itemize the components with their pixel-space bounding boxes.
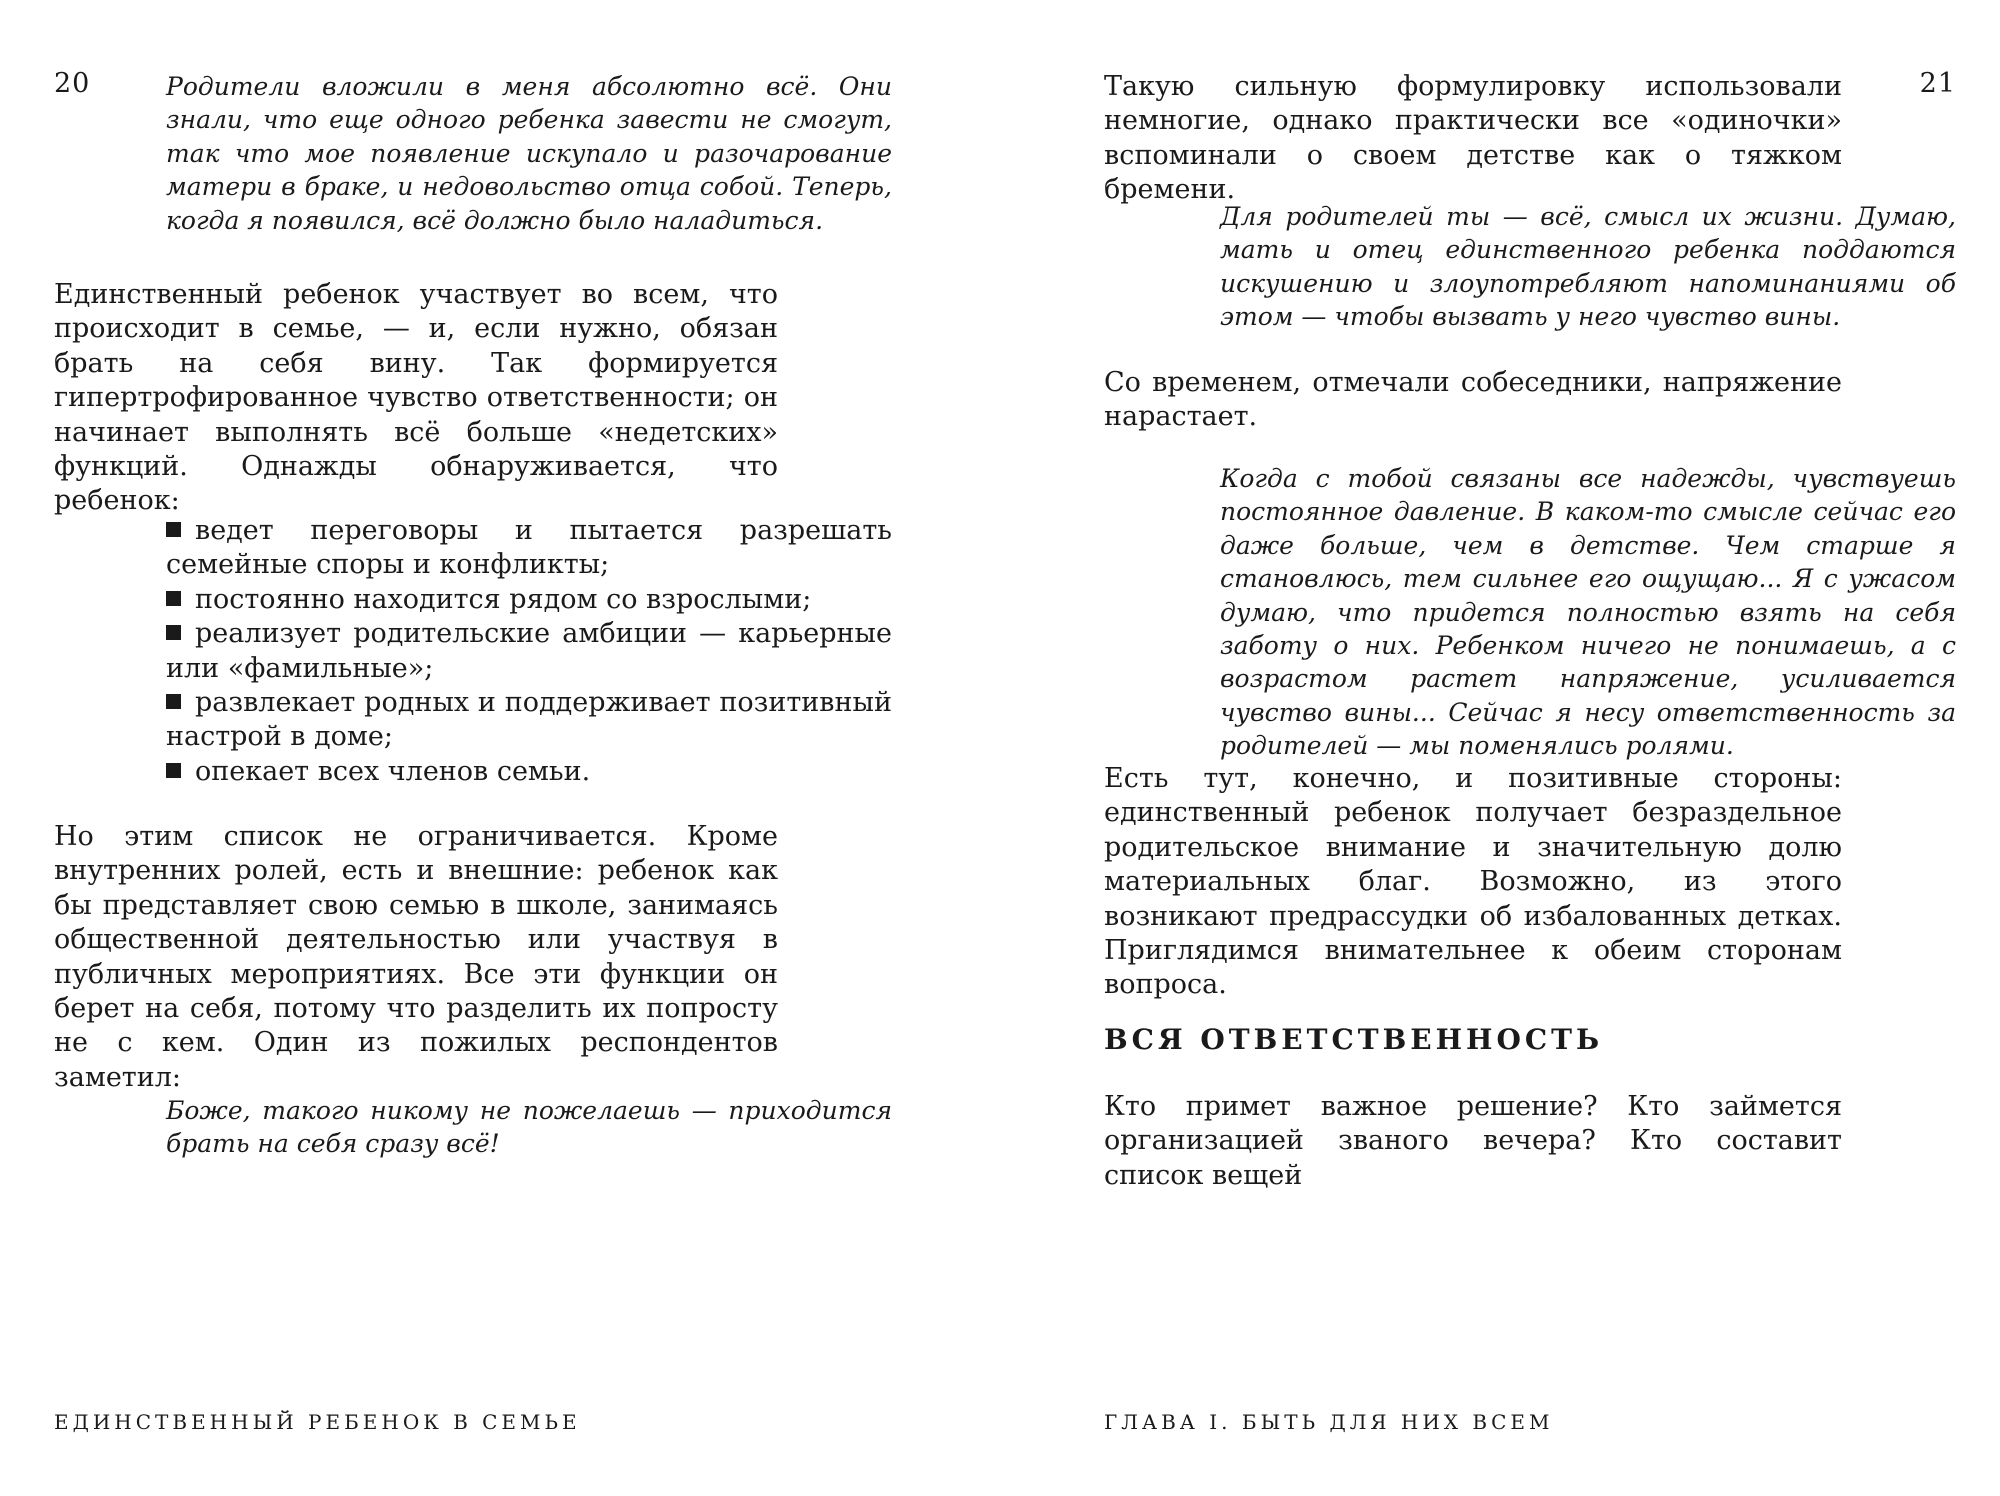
list-item-text: постоянно находится рядом со взрослыми; bbox=[195, 583, 812, 615]
paragraph-text: Но этим список не ограничивается. Кроме внутренних ролей, есть и внешние: ребенок как бы представляет свою семью в школе, занимаясь общественной деятельностью или участвуя в публичных мероприятиях. Все эти функции он берет на себя, потому что разделить их попросту не с кем. Один из пожилых респондентов заметил: bbox=[54, 821, 778, 1093]
list-item bbox=[166, 686, 892, 755]
square-bullet-icon bbox=[166, 625, 181, 640]
paragraph bbox=[1104, 70, 1842, 208]
square-bullet-icon bbox=[166, 522, 181, 537]
section-heading-block bbox=[1104, 1023, 1842, 1056]
paragraph bbox=[54, 820, 778, 1095]
list-item bbox=[166, 514, 892, 583]
list-item-text: опекает всех членов семьи. bbox=[195, 755, 591, 787]
quote-block bbox=[166, 70, 892, 237]
running-footer: ГЛАВА I. БЫТЬ ДЛЯ НИХ ВСЕМ bbox=[1104, 1410, 1554, 1434]
quote-text: Родители вложили в меня абсолютно всё. Они знали, что еще одного ребенка завести не смогут, так что мое появление искупало и разочарование матери в браке, и недовольство отца собой. Теперь, когда я появился, всё должно было наладиться. bbox=[166, 72, 892, 235]
list-item bbox=[166, 617, 892, 686]
paragraph-text: Кто примет важное решение? Кто займется организацией званого вечера? Кто составит список вещей bbox=[1104, 1091, 1842, 1191]
list-item bbox=[166, 583, 892, 617]
quote-block bbox=[1220, 200, 1956, 334]
square-bullet-icon bbox=[166, 763, 181, 778]
list-item-text: развлекает родных и поддерживает позитивный настрой в доме; bbox=[166, 687, 892, 753]
square-bullet-icon bbox=[166, 591, 181, 606]
list-item-text: ведет переговоры и пытается разрешать семейные споры и конфликты; bbox=[166, 515, 892, 581]
quote-block bbox=[1220, 462, 1956, 763]
square-bullet-icon bbox=[166, 694, 181, 709]
paragraph bbox=[54, 278, 778, 519]
running-footer: ЕДИНСТВЕННЫЙ РЕБЕНОК В СЕМЬЕ bbox=[54, 1410, 581, 1434]
paragraph-text: Такую сильную формулировку использовали немногие, однако практически все «одиночки» вспоминали о своем детстве как о тяжком бремени. bbox=[1104, 71, 1842, 206]
quote-text: Когда с тобой связаны все надежды, чувствуешь постоянное давление. В каком-то смысле сейчас его даже больше, чем в детстве. Чем старше я становлюсь, тем сильнее его ощущаю... Я с ужасом думаю, что придется полностью взять на себя заботу о них. Ребенком ничего не понимаешь, а с возрастом растет напряжение, усиливается чувство вины... Сейчас я несу ответственность за родителей — мы поменялись ролями. bbox=[1220, 464, 1956, 761]
quote-block bbox=[166, 1094, 892, 1161]
list-item-text: реализует родительские амбиции — карьерные или «фамильные»; bbox=[166, 618, 892, 684]
quote-text: Боже, такого никому не пожелаешь — приходится брать на себя сразу всё! bbox=[166, 1096, 892, 1159]
page-number: 20 bbox=[54, 68, 91, 99]
paragraph-text: Со временем, отмечали собеседники, напряжение нарастает. bbox=[1104, 367, 1842, 433]
bullet-list bbox=[166, 514, 892, 789]
paragraph bbox=[1104, 762, 1842, 1003]
paragraph-text: Есть тут, конечно, и позитивные стороны: единственный ребенок получает безраздельное родительское внимание и значительную долю материальных благ. Возможно, из этого возникают предрассудки об избалованных детках. Приглядимся внимательнее к обеим сторонам вопроса. bbox=[1104, 763, 1842, 1001]
page-number: 21 bbox=[1919, 68, 1956, 99]
quote-text: Для родителей ты — всё, смысл их жизни. Думаю, мать и отец единственного ребенка поддаются искушению и злоупотребляют напоминаниями об этом — чтобы вызвать у него чувство вины. bbox=[1220, 202, 1956, 332]
section-heading: ВСЯ ОТВЕТСТВЕННОСТЬ bbox=[1104, 1023, 1604, 1056]
paragraph bbox=[1104, 366, 1842, 435]
list-item bbox=[166, 755, 892, 789]
right-page bbox=[1000, 0, 2000, 1496]
paragraph bbox=[1104, 1090, 1842, 1193]
paragraph-text: Единственный ребенок участвует во всем, что происходит в семье, — и, если нужно, обязан брать на себя вину. Так формируется гипертрофированное чувство ответственности; он начинает выполнять всё больше «недетских» функций. Однажды обнаруживается, что ребенок: bbox=[54, 279, 778, 517]
